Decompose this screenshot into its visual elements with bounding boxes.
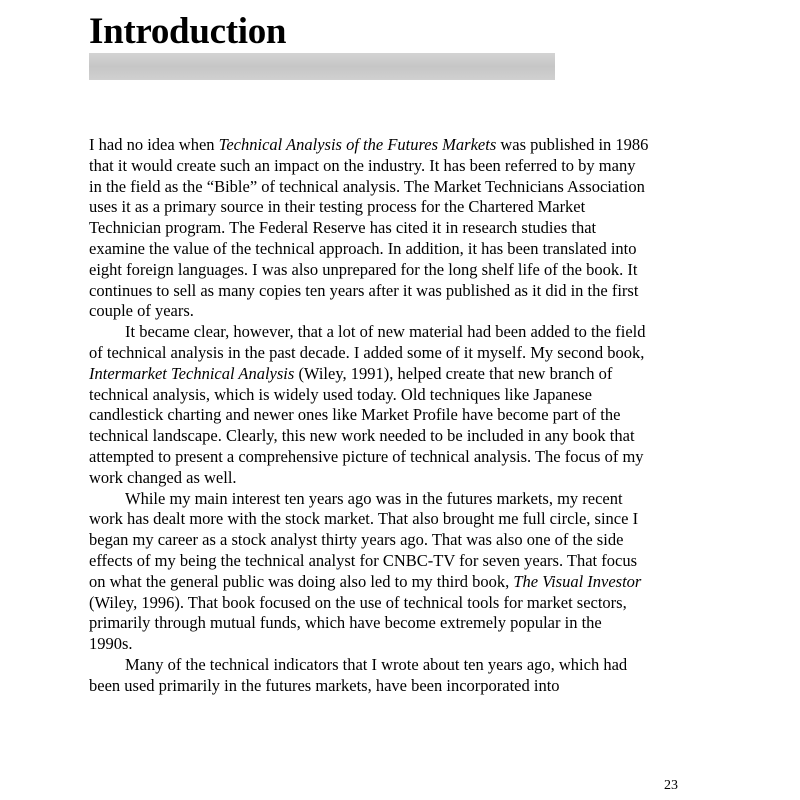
book-title-intermarket: Intermarket Technical Analysis <box>89 363 295 383</box>
page-number: 23 <box>664 778 678 793</box>
paragraph-2-text-c: (Wiley, 1991), helped create that new branch of technical analysis, which is widely used today. Old techniques like Japanese candlestick charting and newer ones like Market Profile have become part of the technical landscape. Clearly, this new work needed to be included in any book that attempted to present a comprehensive picture of technical analysis. The focus of my work changed as well. <box>89 363 644 487</box>
paragraph-4-text-a: Many of the technical indicators that I wrote about ten years ago, which had been used primarily in the futures markets, have been incorporated into <box>89 654 628 695</box>
book-title-visual-investor: The Visual Investor <box>513 571 642 591</box>
paragraph-4 <box>89 655 649 697</box>
body-text <box>89 135 649 697</box>
paragraph-3 <box>89 489 649 655</box>
paragraph-1-text-c: was published in 1986 that it would create such an impact on the industry. It has been referred to by many in the field as the “Bible” of technical analysis. The Market Technicians Association uses it as a primary source in their testing process for the Chartered Market Technician program. The Federal Reserve has cited it in research studies that examine the value of the technical approach. In addition, it has been translated into eight foreign languages. I was also unprepared for the long shelf life of the book. It continues to sell as many copies ten years after it was published as it did in the first couple of years. <box>89 135 649 321</box>
paragraph-1-text-a: I had no idea when <box>89 135 219 154</box>
paragraph-2-text-a: It became clear, however, that a lot of new material had been added to the field of technical analysis in the past decade. I added some of it myself. My second book, <box>89 322 646 362</box>
paragraph-3-text-c: (Wiley, 1996). That book focused on the use of technical tools for market sectors, primarily through mutual funds, which have become extremely popular in the 1990s. <box>89 592 627 654</box>
paragraph-3-text-a: While my main interest ten years ago was in the futures markets, my recent work has dealt more with the stock market. That also brought me full circle, since I began my career as a stock analyst thirty years ago. That was also one of the side effects of my being the technical analyst for CNBC-TV for seven years. That focus on what the general public was doing also led to my third book, <box>89 488 639 591</box>
title-underline-bar <box>89 53 555 80</box>
paragraph-1 <box>89 135 649 322</box>
paragraph-2 <box>89 322 649 488</box>
chapter-title: Introduction <box>89 11 287 52</box>
book-title-technical-analysis-futures: Technical Analysis of the Futures Markets <box>218 135 497 154</box>
